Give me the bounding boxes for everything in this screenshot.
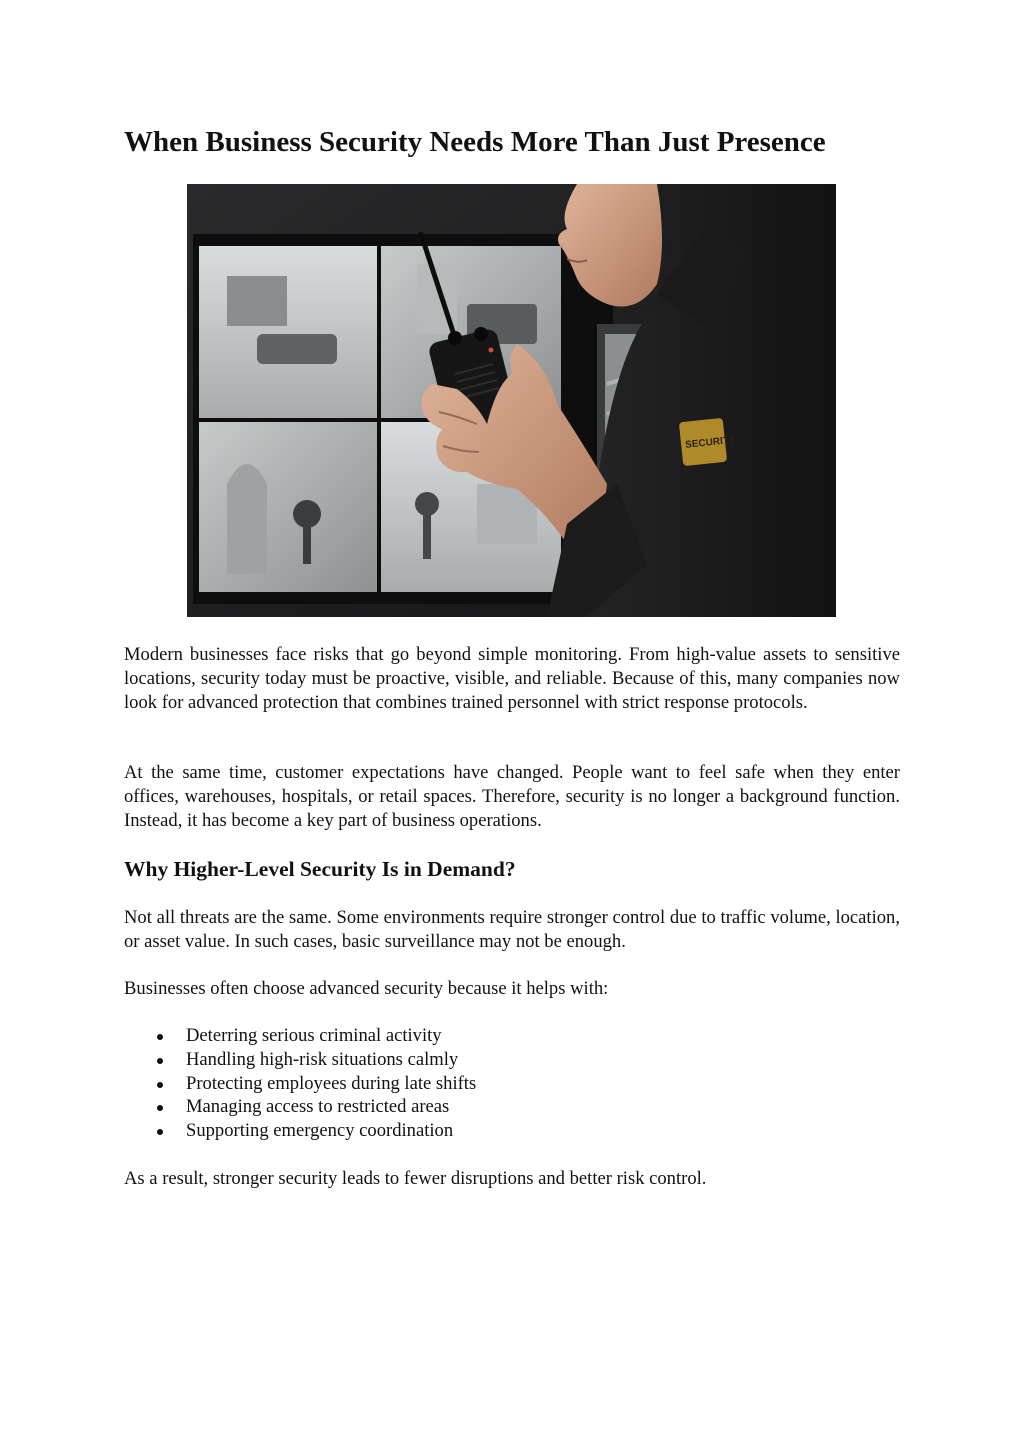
list-item [124, 1048, 476, 1072]
bullet-icon [157, 1082, 163, 1088]
benefit-list [124, 1024, 476, 1143]
bullet-icon [157, 1105, 163, 1111]
section-conclusion: As a result, stronger security leads to fewer disruptions and better risk control. [124, 1168, 707, 1189]
bullet-icon [157, 1058, 163, 1064]
list-item-text: Managing access to restricted areas [186, 1096, 450, 1118]
section-heading: Why Higher-Level Security Is in Demand? [124, 857, 516, 881]
list-item [124, 1024, 476, 1048]
intro-paragraph-1: Modern businesses face risks that go beyond simple monitoring. From high-value assets to sensitive locations, security today must be proactive, visible, and reliable. Because of this, many companies now look for advanced protection that combines trained personnel with strict response protocols. [124, 644, 900, 713]
list-item [124, 1095, 476, 1119]
list-item [124, 1072, 476, 1096]
list-item-text: Protecting employees during late shifts [186, 1072, 477, 1094]
list-item-text: Handling high-risk situations calmly [186, 1048, 459, 1070]
hero-image [187, 184, 836, 617]
list-item [124, 1119, 476, 1143]
bullet-icon [157, 1034, 163, 1040]
bullet-icon [157, 1129, 163, 1135]
page-title: When Business Security Needs More Than Just Presence [124, 126, 826, 158]
list-item-text: Deterring serious criminal activity [186, 1025, 442, 1046]
list-item-text: Supporting emergency coordination [186, 1120, 454, 1142]
section-paragraph-intro: Not all threats are the same. Some environments require stronger control due to traffic volume, location, or asset value. In such cases, basic surveillance may not be enough. [124, 907, 900, 952]
intro-paragraph-2: At the same time, customer expectations have changed. People want to feel safe when they enter offices, warehouses, hospitals, or retail spaces. Therefore, security is no longer a background function. Instead, it has become a key part of business operations. [124, 762, 900, 831]
patch-text: SECURITY [684, 434, 737, 451]
section-paragraph-lead-in: Businesses often choose advanced security because it helps with: [124, 978, 609, 999]
